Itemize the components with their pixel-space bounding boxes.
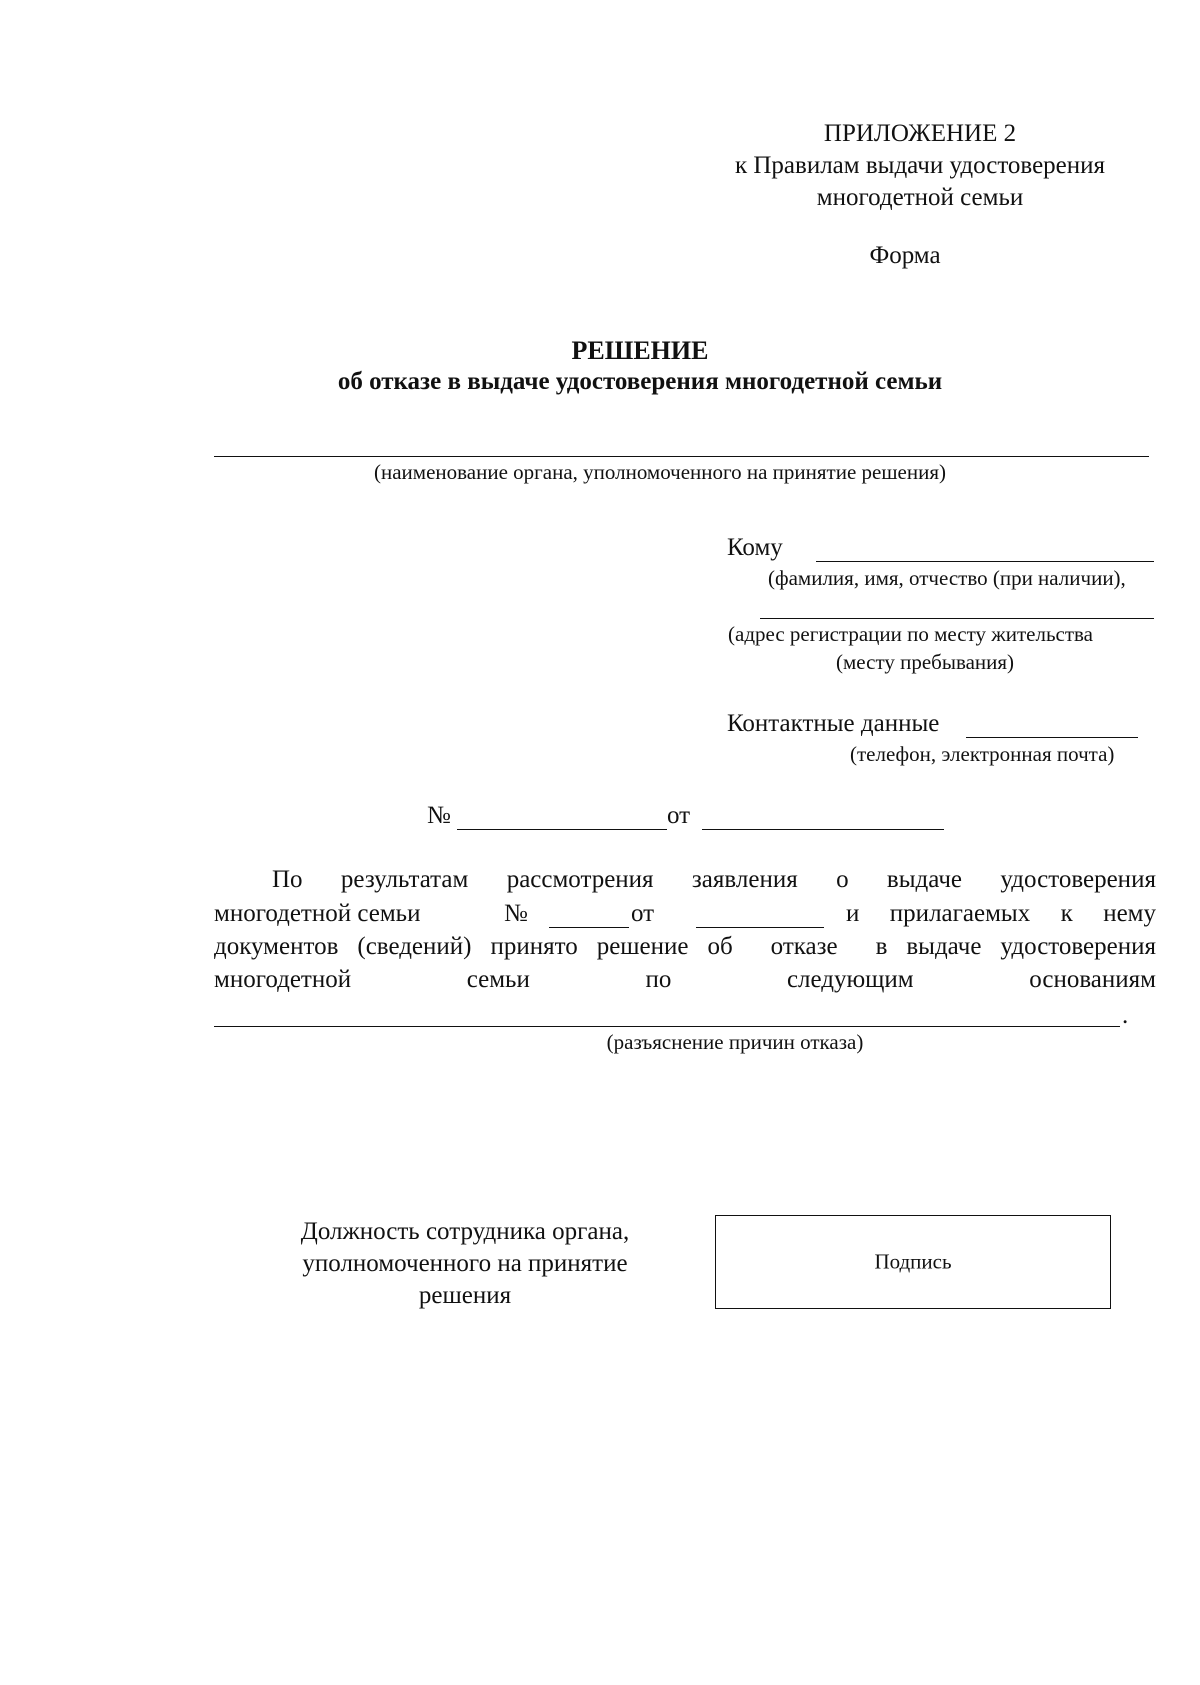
- body-word: многодетной: [214, 966, 352, 993]
- annex-line-2: многодетной семьи: [816, 184, 1024, 211]
- number-sign: №: [427, 802, 451, 829]
- position-line-2: уполномоченного на принятие: [302, 1250, 628, 1277]
- body-word: По: [272, 866, 303, 893]
- address-caption-1: (адрес регистрации по месту жительства: [728, 622, 1093, 646]
- body-word: заявления: [691, 866, 798, 893]
- fio-caption: (фамилия, имя, отчество (при наличии),: [768, 566, 1126, 590]
- body-line-4: [214, 966, 1156, 994]
- body-word: семьи: [466, 966, 530, 993]
- body-word: основаниям: [1029, 966, 1156, 993]
- annex-line-1: к Правилам выдачи удостоверения: [734, 152, 1106, 179]
- form-label: Форма: [869, 242, 941, 269]
- number-blank: [457, 829, 667, 830]
- signature-label: Подпись: [874, 1249, 952, 1274]
- contacts-line: [966, 737, 1138, 738]
- contacts-caption: (телефон, электронная почта): [850, 742, 1115, 766]
- body-word: выдаче: [886, 866, 963, 893]
- date-blank: [702, 829, 944, 830]
- recipient-name-line: [816, 561, 1154, 562]
- body-text: многодетной семьи: [214, 900, 421, 927]
- reason-caption: (разъяснение причин отказа): [606, 1030, 864, 1054]
- body-from-label: от: [631, 900, 655, 927]
- organ-name-line: [214, 456, 1149, 457]
- document-title: РЕШЕНИЕ: [571, 336, 709, 365]
- reason-line: [214, 1026, 1120, 1027]
- body-word: рассмотрения: [506, 866, 654, 893]
- application-number-blank: [549, 926, 629, 928]
- to-label: Кому: [727, 534, 783, 561]
- application-date-blank: [696, 926, 824, 928]
- body-word: результатам: [340, 866, 469, 893]
- body-word: удостоверения: [1000, 866, 1156, 893]
- body-text: и прилагаемых к нему: [846, 900, 1156, 927]
- body-line-1: [272, 866, 1156, 894]
- annex-title: ПРИЛОЖЕНИЕ 2: [823, 120, 1017, 147]
- recipient-address-line: [760, 618, 1154, 619]
- position-line-3: решения: [418, 1282, 512, 1309]
- number-from-label: от: [667, 802, 691, 829]
- body-word: по: [645, 966, 672, 993]
- body-number-sign: №: [504, 900, 528, 927]
- document-subtitle: об отказе в выдаче удостоверения многодетной семьи: [337, 368, 943, 395]
- body-line-2: [214, 900, 1156, 932]
- position-line-1: Должность сотрудника органа,: [300, 1218, 630, 1245]
- address-caption-2: (месту пребывания): [836, 650, 1015, 674]
- body-word: о: [836, 866, 849, 893]
- reason-period: .: [1122, 1002, 1129, 1029]
- contacts-label: Контактные данные: [727, 710, 940, 737]
- body-line-3: документов (сведений) принято решение об отказе в выдаче удостоверения: [214, 933, 1156, 960]
- body-word: следующим: [786, 966, 914, 993]
- signature-box[interactable]: [715, 1215, 1111, 1309]
- organ-caption: (наименование органа, уполномоченного на принятие решения): [374, 460, 946, 484]
